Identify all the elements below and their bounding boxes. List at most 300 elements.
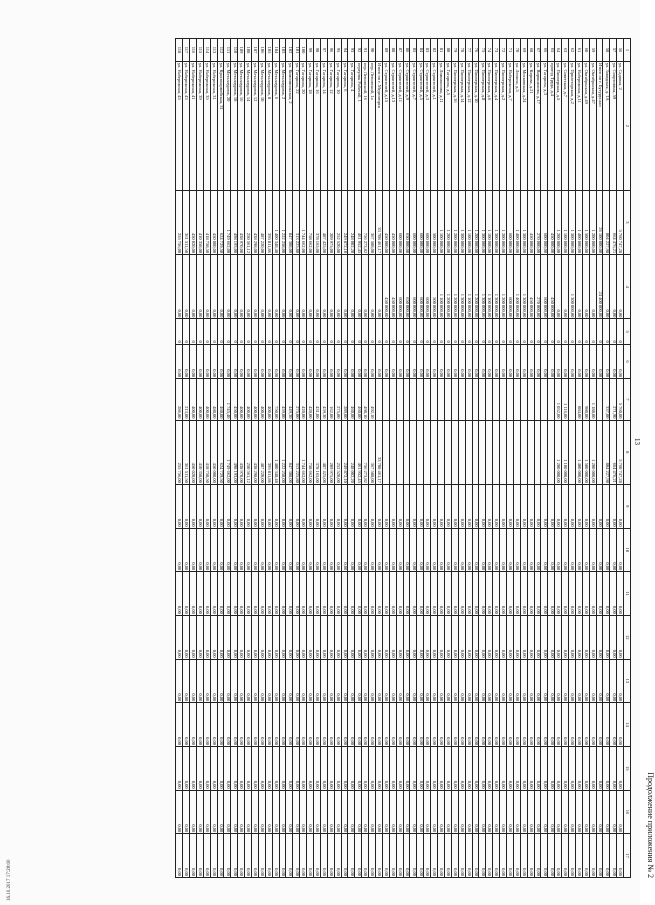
table-cell: 0,00 — [417, 790, 424, 834]
table-cell: 0 — [396, 319, 403, 344]
table-cell: 750,00 — [272, 379, 279, 420]
table-cell — [548, 379, 555, 420]
table-cell: 0,00 — [527, 615, 534, 659]
table-cell: 0,00 — [376, 572, 383, 616]
table-cell: 0,00 — [431, 615, 438, 659]
table-cell: 0,00 — [314, 746, 321, 790]
table-cell: 0,00 — [382, 484, 389, 528]
table-cell: 0,00 — [258, 528, 265, 572]
table-cell: 0,00 — [424, 528, 431, 572]
table-cell: 0,00 — [355, 484, 362, 528]
table-cell: 0,00 — [506, 746, 513, 790]
table-cell: ул. Гагарина, 22 — [293, 61, 300, 190]
table-cell: 0,00 — [314, 834, 321, 878]
table-cell: 0,00 — [355, 528, 362, 572]
table-cell — [513, 420, 520, 484]
table-cell: 0,00 — [451, 790, 458, 834]
table-cell: 0 — [279, 319, 286, 344]
table-cell: 0,00 — [396, 746, 403, 790]
table-cell: ул. Металлургов, 6 — [272, 61, 279, 190]
table-cell: пер. Ленинский, 1б — [362, 61, 369, 190]
table-cell: 450 000,00 — [548, 255, 555, 319]
table-cell: 0,00 — [493, 834, 500, 878]
table-cell: 1 200 000,00 — [555, 190, 562, 254]
table-cell: 0,00 — [334, 528, 341, 572]
table-cell: 0,00 — [286, 528, 293, 572]
table-cell: 1 400 000,00 — [513, 190, 520, 254]
table-cell: 0,00 — [210, 615, 217, 659]
table-cell: 0,00 — [369, 834, 376, 878]
table-cell: 0 — [465, 319, 472, 344]
table-cell: 0,00 — [334, 746, 341, 790]
table-cell: 0,00 — [396, 344, 403, 378]
table-cell: 0,00 — [610, 834, 617, 878]
table-cell: 104 — [272, 39, 279, 62]
table-cell: 1 200 000,00 — [589, 420, 596, 484]
table-cell: 271,90 — [610, 379, 617, 420]
table-cell: 0,00 — [196, 572, 203, 616]
table-cell: 438 970,00 — [238, 190, 245, 254]
table-cell: 0,00 — [596, 703, 603, 747]
table-cell: 0,00 — [334, 484, 341, 528]
table-cell: 0,00 — [396, 790, 403, 834]
table-cell: 498,10 — [362, 379, 369, 420]
table-cell: ул. Гагарина, 12 — [327, 61, 334, 190]
table-cell: 0,00 — [307, 615, 314, 659]
table-cell: 65 — [548, 39, 555, 62]
table-cell: 61 — [575, 39, 582, 62]
table-cell: 249 872,10 — [341, 190, 348, 254]
table-row — [438, 39, 445, 878]
table-cell: 100 — [300, 39, 307, 62]
table-cell: 0 — [410, 319, 417, 344]
table-cell: 1 300 000,00 — [493, 255, 500, 319]
table-cell — [403, 420, 410, 484]
table-cell: 0,00 — [424, 344, 431, 378]
table-row — [527, 39, 534, 878]
header-row — [624, 39, 631, 878]
table-cell: 459,30 — [320, 379, 327, 420]
table-cell: 209 975,00 — [327, 420, 334, 484]
table-cell: 0,00 — [348, 484, 355, 528]
table-cell: 0,00 — [417, 659, 424, 703]
table-cell: 59 — [589, 39, 596, 62]
table-cell: ул. Набережная, 31 — [210, 61, 217, 190]
table-cell: ул. Строителей, д.13 — [389, 61, 396, 190]
table-cell — [382, 379, 389, 420]
table-cell: 0,00 — [424, 790, 431, 834]
table-row — [272, 39, 279, 878]
table-cell: 0,00 — [520, 484, 527, 528]
table-cell: 112 — [217, 39, 224, 62]
table-cell: 0,00 — [341, 703, 348, 747]
table-cell: 0,00 — [300, 615, 307, 659]
table-cell — [389, 420, 396, 484]
table-cell: 0,00 — [348, 703, 355, 747]
table-cell: ул. Строителей, д.15 — [382, 61, 389, 190]
table-cell: 0,00 — [245, 484, 252, 528]
table-cell: 0,00 — [575, 659, 582, 703]
table-cell: 0,00 — [555, 255, 562, 319]
column-header: 1 — [624, 39, 631, 62]
table-cell: 0,00 — [320, 834, 327, 878]
table-cell: 0,00 — [410, 344, 417, 378]
table-cell: ул. Комсомольская, 2 — [286, 61, 293, 190]
table-cell: 0 — [582, 319, 589, 344]
table-cell: 0,00 — [279, 572, 286, 616]
table-cell: 0,00 — [513, 344, 520, 378]
table-cell: 0,00 — [190, 790, 197, 834]
table-cell: 0,00 — [314, 572, 321, 616]
table-cell: 0,00 — [224, 790, 231, 834]
table-cell: 0,00 — [196, 834, 203, 878]
table-cell: 56 — [617, 39, 624, 62]
column-header: 3 — [624, 190, 631, 254]
table-cell: 0,00 — [224, 659, 231, 703]
table-cell: 0,00 — [348, 746, 355, 790]
table-cell: ул. Набережная, 41 — [190, 61, 197, 190]
table-cell: 0,00 — [568, 528, 575, 572]
table-cell: 1 200 000,00 — [472, 255, 479, 319]
table-cell: 0,00 — [465, 790, 472, 834]
table-cell: 0,00 — [500, 834, 507, 878]
table-cell: 0,00 — [472, 572, 479, 616]
table-cell: 0,00 — [603, 344, 610, 378]
table-cell: 0,00 — [548, 528, 555, 572]
table-cell — [596, 379, 603, 420]
table-cell: 0,00 — [575, 572, 582, 616]
table-cell: 102 — [286, 39, 293, 62]
table-cell: 0,00 — [362, 703, 369, 747]
table-cell: 0,00 — [417, 344, 424, 378]
table-cell: 93 — [348, 39, 355, 62]
table-cell: 0,00 — [527, 528, 534, 572]
table-cell: 0,00 — [548, 790, 555, 834]
table-cell: 0,00 — [231, 255, 238, 319]
table-cell: 252 520,00 — [334, 190, 341, 254]
table-cell: 0,00 — [568, 790, 575, 834]
table-cell: 0,00 — [575, 790, 582, 834]
table-cell: 0,00 — [279, 659, 286, 703]
table-cell: 438 298,00 — [252, 420, 259, 484]
table-cell: 77 — [465, 39, 472, 62]
table-cell: 460,00 — [217, 379, 224, 420]
table-cell: 0,00 — [183, 484, 190, 528]
table-cell: 0,00 — [190, 834, 197, 878]
table-cell: 0,00 — [396, 572, 403, 616]
table-cell: 0,00 — [562, 615, 569, 659]
table-cell: 0,00 — [389, 484, 396, 528]
table-row — [568, 39, 575, 878]
table-cell: 0,00 — [252, 790, 259, 834]
table-cell: 0,00 — [479, 659, 486, 703]
table-cell: 118 — [176, 39, 183, 62]
table-cell: 0 — [183, 319, 190, 344]
table-cell: 0,00 — [589, 484, 596, 528]
table-cell: 109 — [238, 39, 245, 62]
table-cell: 1 400 348,48 — [272, 420, 279, 484]
table-cell: 0,00 — [431, 834, 438, 878]
table-cell: 0,00 — [376, 746, 383, 790]
table-cell: 0,00 — [176, 703, 183, 747]
table-cell: 0 — [493, 319, 500, 344]
table-cell: 0,00 — [444, 615, 451, 659]
table-cell: 0,00 — [444, 746, 451, 790]
table-cell: 0,00 — [252, 834, 259, 878]
table-cell: 0,00 — [245, 834, 252, 878]
table-cell: 0,00 — [376, 615, 383, 659]
table-cell: 0,00 — [596, 834, 603, 878]
table-cell: 0,00 — [203, 255, 210, 319]
table-cell: 0,00 — [300, 703, 307, 747]
table-cell: 0,00 — [548, 703, 555, 747]
column-header: 4 — [624, 255, 631, 319]
column-header: 6 — [624, 344, 631, 378]
table-cell: ул. Гагарина, 18 — [307, 61, 314, 190]
table-cell: 57 — [610, 39, 617, 62]
column-header: 16 — [624, 790, 631, 834]
table-cell: 68 — [527, 39, 534, 62]
table-cell: 0,00 — [369, 572, 376, 616]
table-cell: 1 200 000,00 — [444, 190, 451, 254]
table-cell: 400,00 — [245, 379, 252, 420]
table-cell: 0,00 — [534, 572, 541, 616]
table-cell: 0,00 — [190, 344, 197, 378]
table-cell: 0,00 — [520, 659, 527, 703]
table-cell: 213,00 — [183, 379, 190, 420]
table-cell: 0,00 — [562, 484, 569, 528]
table-cell: ул. Пионерская, д.4 — [493, 61, 500, 190]
table-cell: 0,00 — [479, 790, 486, 834]
table-row — [362, 39, 369, 878]
table-cell: 88 — [389, 39, 396, 62]
table-cell: 0,00 — [444, 703, 451, 747]
table-cell: ул. Металлургов, 2 — [279, 61, 286, 190]
table-cell: 0,00 — [176, 528, 183, 572]
table-cell: 0,00 — [258, 703, 265, 747]
appendix-label: Продолжение приложения № 2 — [646, 772, 655, 878]
table-cell: 498 193,00 — [231, 190, 238, 254]
table-cell: 0,00 — [245, 659, 252, 703]
table-row — [279, 39, 286, 878]
table-cell: 0,00 — [334, 344, 341, 378]
table-cell: 0,00 — [286, 255, 293, 319]
table-row — [555, 39, 562, 878]
table-cell: 0,00 — [541, 746, 548, 790]
table-cell: 756 273,82 — [362, 190, 369, 254]
table-cell: 0,00 — [210, 834, 217, 878]
table-cell: 1 100 000,00 — [486, 255, 493, 319]
table-cell: 0,00 — [458, 834, 465, 878]
table-cell: 83 — [424, 39, 431, 62]
table-cell: 0,00 — [534, 615, 541, 659]
table-cell: 0,00 — [451, 484, 458, 528]
table-row — [534, 39, 541, 878]
table-cell: 0,00 — [286, 659, 293, 703]
table-cell — [396, 420, 403, 484]
table-cell: 0,00 — [410, 790, 417, 834]
table-cell: 0,00 — [444, 344, 451, 378]
table-cell: 74 — [486, 39, 493, 62]
table-cell: 756 273,82 — [362, 420, 369, 484]
table-cell — [520, 379, 527, 420]
table-cell: 0,00 — [582, 790, 589, 834]
table-cell: ул. Строителей, д.1 — [431, 61, 438, 190]
table-row — [582, 39, 589, 878]
table-cell: 0,00 — [231, 344, 238, 378]
table-cell: 0 — [265, 319, 272, 344]
table-cell: 0,00 — [355, 572, 362, 616]
table-cell: 113 — [210, 39, 217, 62]
table-cell: 450 000,00 — [527, 190, 534, 254]
table-cell: 0,00 — [307, 528, 314, 572]
table-row — [190, 39, 197, 878]
table-cell: 624 729,50 — [217, 190, 224, 254]
table-cell: ул. Набережная, 43 — [183, 61, 190, 190]
table-cell: 0,00 — [431, 790, 438, 834]
table-cell: 0,00 — [465, 572, 472, 616]
table-cell: 0,00 — [183, 834, 190, 878]
table-cell: 0,00 — [575, 746, 582, 790]
table-cell: 0,00 — [196, 746, 203, 790]
table-cell: 0,00 — [617, 484, 624, 528]
table-cell: 0,00 — [348, 790, 355, 834]
table-cell: 449,30 — [286, 379, 293, 420]
table-cell: 0,00 — [293, 484, 300, 528]
table-cell: 0,00 — [458, 659, 465, 703]
table-cell: 0 — [403, 319, 410, 344]
table-cell: 0,00 — [603, 790, 610, 834]
table-cell: 0,00 — [348, 615, 355, 659]
table-cell: 0,00 — [327, 572, 334, 616]
table-row — [589, 39, 596, 878]
table-cell: 70 — [513, 39, 520, 62]
table-cell: 0,00 — [314, 659, 321, 703]
table-cell: 0,00 — [320, 659, 327, 703]
table-cell: 0,00 — [369, 528, 376, 572]
table-row — [231, 39, 238, 878]
table-cell: 0,00 — [555, 344, 562, 378]
table-cell: 0,00 — [500, 703, 507, 747]
table-cell: 378 165,00 — [314, 420, 321, 484]
table-cell: 400,00 — [258, 379, 265, 420]
table-cell: 1 200 000,00 — [500, 255, 507, 319]
table-cell: 0,00 — [293, 834, 300, 878]
table-cell: 0,00 — [355, 615, 362, 659]
table-cell: 0,00 — [617, 746, 624, 790]
table-cell: 0,00 — [272, 615, 279, 659]
table-cell: 0,00 — [314, 344, 321, 378]
table-cell — [486, 420, 493, 484]
table-row — [403, 39, 410, 878]
table-cell: 361 511,50 — [183, 190, 190, 254]
table-cell: 0,00 — [541, 615, 548, 659]
table-cell: 0,00 — [548, 746, 555, 790]
table-cell — [541, 379, 548, 420]
table-cell: ул. Строителей, д.11 — [396, 61, 403, 190]
table-cell: 0,00 — [196, 703, 203, 747]
table-cell: 0,00 — [451, 703, 458, 747]
table-cell: 0,00 — [589, 572, 596, 616]
table-cell: 1 744 662,00 — [300, 190, 307, 254]
table-cell: 450 000,00 — [389, 255, 396, 319]
table-cell: 0,00 — [231, 790, 238, 834]
table-cell: 0,00 — [617, 528, 624, 572]
table-cell: 0,00 — [320, 572, 327, 616]
table-cell: 0,00 — [320, 484, 327, 528]
table-cell: 0,00 — [403, 484, 410, 528]
table-cell: 450,00 — [231, 379, 238, 420]
table-cell: 1 200 000,00 — [451, 255, 458, 319]
table-cell: 0,00 — [465, 746, 472, 790]
table-cell: 0,00 — [176, 659, 183, 703]
table-cell: 0,00 — [575, 703, 582, 747]
table-cell: 0,00 — [444, 834, 451, 878]
table-row — [382, 39, 389, 878]
table-cell: 0,00 — [224, 344, 231, 378]
table-cell: 5 760,00 — [617, 379, 624, 420]
table-cell: 1 200 000,00 — [444, 255, 451, 319]
table-cell: 0,00 — [479, 344, 486, 378]
table-cell: 0,00 — [500, 746, 507, 790]
table-cell: 0,00 — [417, 703, 424, 747]
table-cell: 0,00 — [465, 344, 472, 378]
table-cell: 0,00 — [603, 484, 610, 528]
table-cell: 0,00 — [203, 528, 210, 572]
table-cell: 1 300 000,00 — [568, 190, 575, 254]
table-cell: 0,00 — [348, 659, 355, 703]
table-cell: 313 225,80 — [293, 420, 300, 484]
table-cell: 0,00 — [472, 615, 479, 659]
table-cell: 0,00 — [362, 790, 369, 834]
table-cell: 0,00 — [224, 255, 231, 319]
table-cell: 0,00 — [176, 834, 183, 878]
table-cell: 0,00 — [527, 703, 534, 747]
table-cell: 0,00 — [500, 790, 507, 834]
table-cell: ул. Строителей, д.9 — [403, 61, 410, 190]
table-cell: 0,00 — [238, 572, 245, 616]
table-cell: 0,00 — [176, 344, 183, 378]
table-cell: 0,00 — [245, 790, 252, 834]
table-cell: 0,00 — [582, 344, 589, 378]
table-cell: 0,00 — [183, 790, 190, 834]
table-cell: 0,00 — [279, 790, 286, 834]
table-cell: 0,00 — [307, 484, 314, 528]
table-cell: 0,00 — [341, 746, 348, 790]
table-cell: 0,00 — [596, 790, 603, 834]
table-cell — [548, 420, 555, 484]
table-cell: 0,00 — [527, 572, 534, 616]
table-row — [458, 39, 465, 878]
table-cell: 0 — [589, 319, 596, 344]
table-cell: 650 000,00 — [403, 255, 410, 319]
table-cell: 0,00 — [272, 572, 279, 616]
table-cell: 0,00 — [451, 834, 458, 878]
table-cell: 0,00 — [417, 572, 424, 616]
table-cell: 0,00 — [272, 255, 279, 319]
table-cell: 0 — [307, 319, 314, 344]
table-cell: ул. Пионерская, д.12 — [465, 61, 472, 190]
table-cell: 80 — [444, 39, 451, 62]
table-cell: 92 — [355, 39, 362, 62]
table-cell: 110 — [231, 39, 238, 62]
table-cell — [458, 420, 465, 484]
table-cell: 0 — [541, 319, 548, 344]
table-cell: 0,00 — [265, 659, 272, 703]
table-cell: 1 300 000,00 — [520, 255, 527, 319]
table-cell: 111 — [224, 39, 231, 62]
table-cell: 0,00 — [252, 615, 259, 659]
